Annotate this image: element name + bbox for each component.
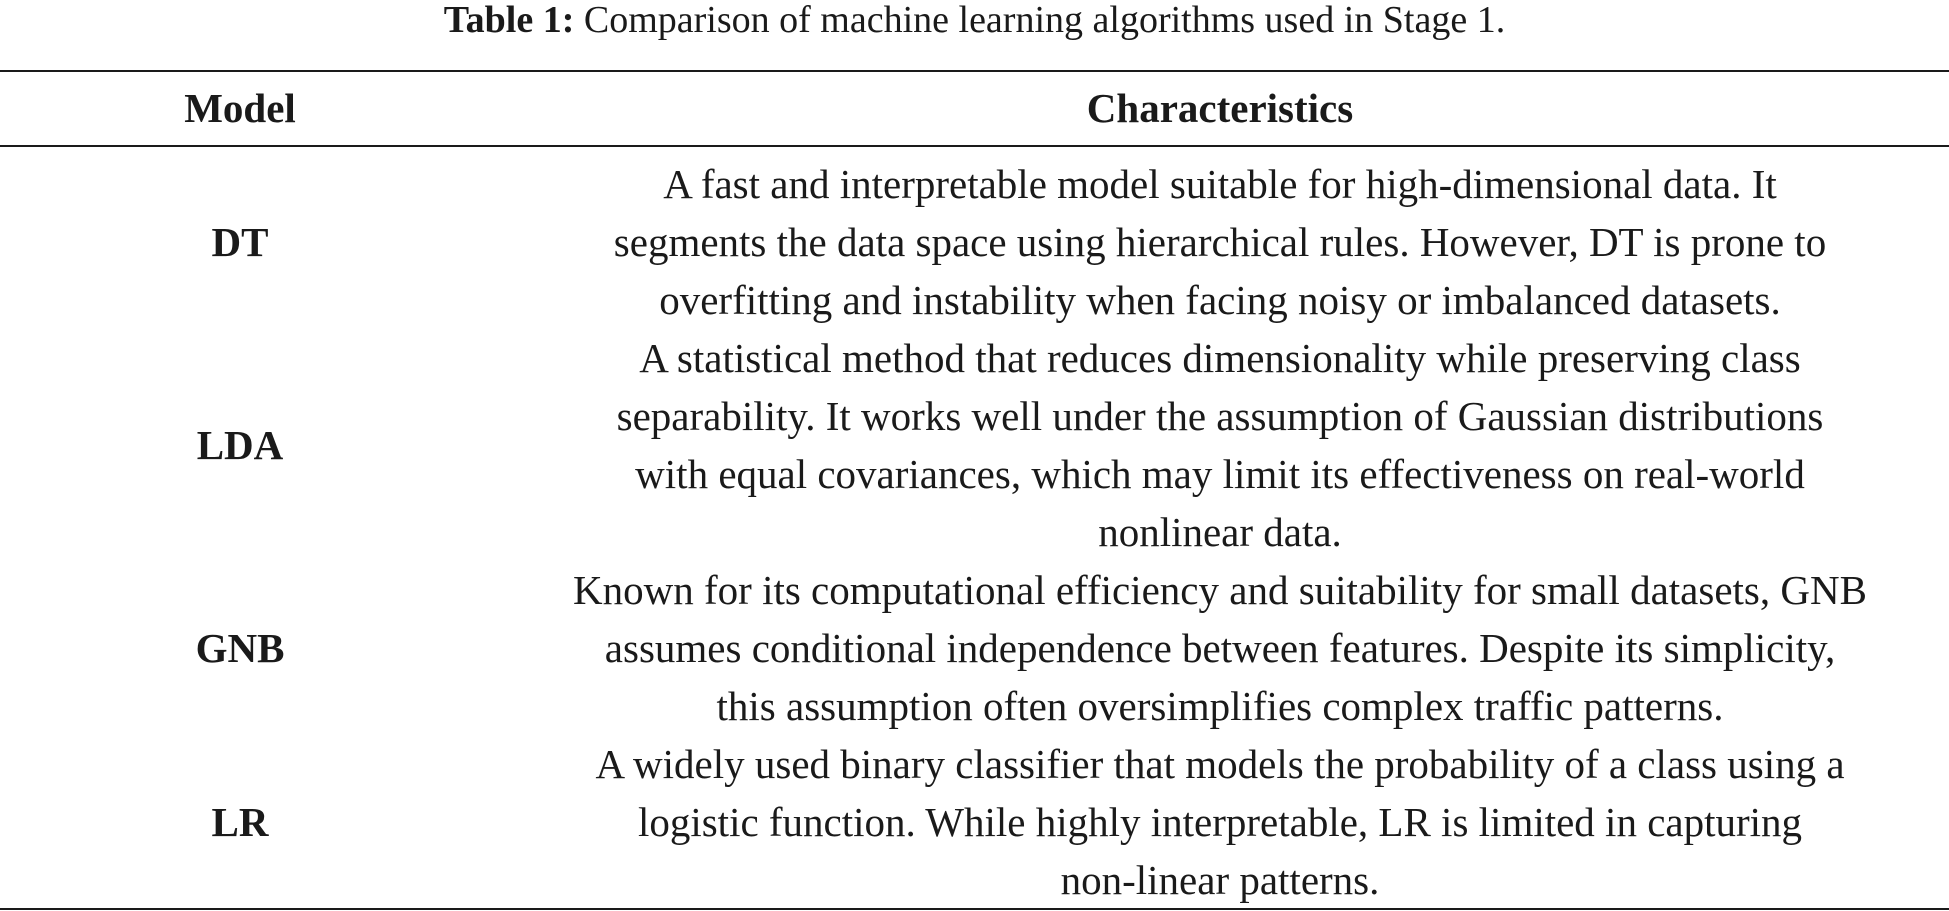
characteristics-line: A fast and interpretable model suitable for high-dimensional data. It [663, 161, 1777, 207]
characteristics-line: with equal covariances, which may limit its effectiveness on real-world [635, 451, 1805, 497]
model-cell: LR [211, 799, 269, 845]
model-cell: LDA [196, 422, 284, 468]
model-cell: DT [211, 219, 269, 265]
table-caption [0, 0, 1949, 40]
characteristics-line: A statistical method that reduces dimensionality while preserving class [639, 335, 1801, 381]
characteristics-line: segments the data space using hierarchical rules. However, DT is prone to [613, 219, 1827, 265]
characteristics-line: nonlinear data. [1098, 509, 1342, 555]
model-cell: GNB [195, 625, 285, 671]
characteristics-cell [500, 155, 1940, 329]
characteristics-line: logistic function. While highly interpretable, LR is limited in capturing [637, 799, 1803, 845]
table-row [0, 155, 1949, 329]
table-row [0, 735, 1949, 909]
table-bottom-rule [0, 908, 1949, 910]
characteristics-cell [500, 329, 1940, 561]
characteristics-cell [500, 735, 1940, 909]
characteristics-cell [500, 561, 1940, 735]
caption-text: Comparison of machine learning algorithms used in Stage 1. [574, 0, 1506, 41]
table-header-row [0, 72, 1949, 145]
header-characteristics: Characteristics [1086, 85, 1354, 131]
table-row [0, 329, 1949, 561]
caption-label: Table 1: [443, 0, 575, 41]
characteristics-line: A widely used binary classifier that models the probability of a class using a [595, 741, 1845, 787]
characteristics-line: Known for its computational efficiency and suitability for small datasets, GNB [573, 567, 1867, 613]
table-header-rule [0, 145, 1949, 147]
table-row [0, 561, 1949, 735]
header-model: Model [184, 85, 296, 131]
characteristics-line: separability. It works well under the assumption of Gaussian distributions [616, 393, 1824, 439]
characteristics-line: assumes conditional independence between features. Despite its simplicity, [604, 625, 1836, 671]
characteristics-line: this assumption often oversimplifies complex traffic patterns. [716, 683, 1724, 729]
characteristics-line: overfitting and instability when facing noisy or imbalanced datasets. [659, 277, 1781, 323]
characteristics-line: non-linear patterns. [1060, 857, 1380, 903]
